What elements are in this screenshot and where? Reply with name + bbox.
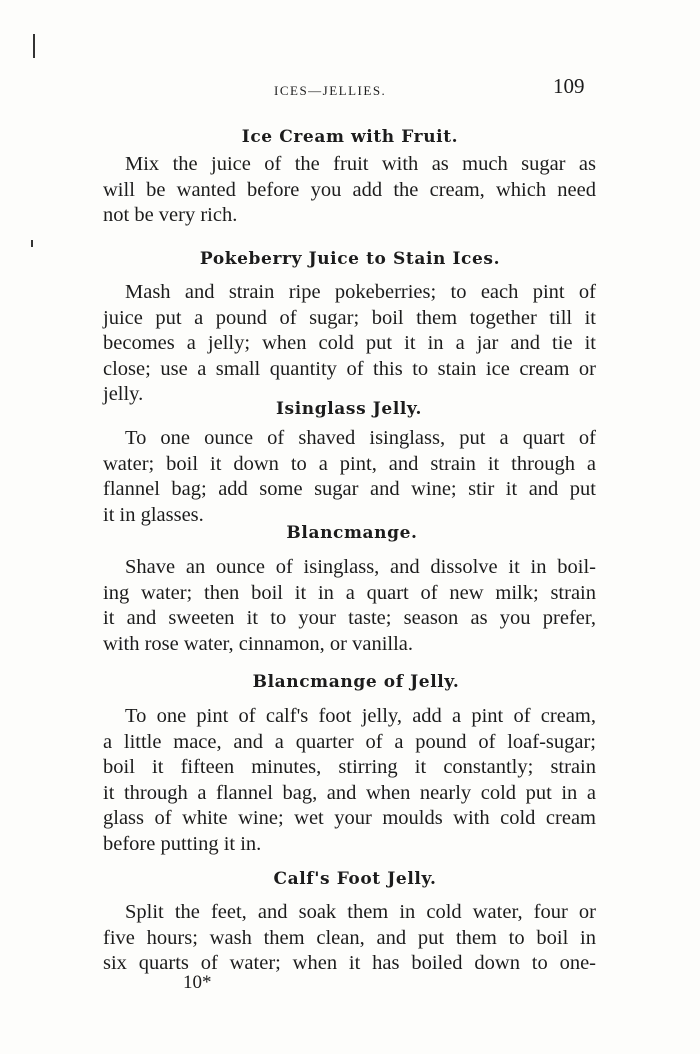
text-line: boil it fifteen minutes, stirring it constantly; strain — [103, 756, 596, 778]
text-line: Split the feet, and soak them in cold water, four or — [125, 901, 596, 923]
text-line: Mix the juice of the fruit with as much sugar as — [125, 153, 596, 175]
text-line: six quarts of water; when it has boiled down to one- — [103, 952, 596, 974]
text-line: not be very rich. — [103, 204, 238, 226]
text-line: will be wanted before you add the cream, which need — [103, 178, 596, 201]
text-line: ing water; then boil it in a quart of new milk; strain — [103, 581, 596, 604]
text-line: becomes a jelly; when cold put it in a jar and tie it — [103, 332, 596, 354]
text-line: water; boil it down to a pint, and strain it through a — [103, 452, 596, 475]
section-heading: Blancmange of Jelly. — [252, 672, 460, 692]
section-heading: Pokeberry Juice to Stain Ices. — [199, 249, 501, 269]
page-number: 109 — [553, 74, 585, 98]
text-line: it and sweeten it to your taste; season as you prefer, — [103, 607, 596, 629]
text-line: five hours; wash them clean, and put them to boil in — [103, 926, 596, 949]
section-body — [103, 900, 596, 977]
section-heading: Blancmange. — [286, 523, 418, 543]
section-body — [103, 426, 596, 528]
margin-dot-mark — [31, 240, 33, 247]
running-head: ICES—JELLIES. — [274, 83, 387, 98]
section-body — [103, 555, 596, 657]
text-line: To one ounce of shaved isinglass, put a quart of — [125, 427, 596, 449]
text-line: it in glasses. — [103, 503, 204, 526]
text-line: glass of white wine; wet your moulds with cold cream — [103, 807, 596, 829]
text-line: To one pint of calf's foot jelly, add a pint of cream, — [125, 705, 596, 727]
text-line: a little mace, and a quarter of a pound of loaf-sugar; — [103, 730, 596, 753]
margin-tick-mark — [33, 34, 35, 58]
text-line: Shave an ounce of isinglass, and dissolve it in boil- — [125, 556, 596, 578]
section-heading: Isinglass Jelly. — [276, 399, 422, 419]
text-line: with rose water, cinnamon, or vanilla. — [103, 632, 414, 655]
text-line: Mash and strain ripe pokeberries; to each pint of — [125, 281, 596, 303]
text-line: close; use a small quantity of this to stain ice cream or — [103, 357, 596, 380]
signature-mark: 10* — [183, 972, 212, 993]
text-line: jelly. — [103, 383, 144, 405]
text-line: it through a flannel bag, and when nearly cold put in a — [103, 781, 596, 804]
section-heading: Ice Cream with Fruit. — [241, 127, 459, 147]
section-body — [103, 152, 596, 229]
text-line: juice put a pound of sugar; boil them together till it — [103, 306, 596, 329]
section-body — [103, 704, 596, 857]
section-heading: Calf's Foot Jelly. — [273, 869, 437, 889]
section-body — [103, 280, 596, 408]
text-line: before putting it in. — [103, 832, 262, 855]
text-line: flannel bag; add some sugar and wine; stir it and put — [103, 478, 596, 500]
